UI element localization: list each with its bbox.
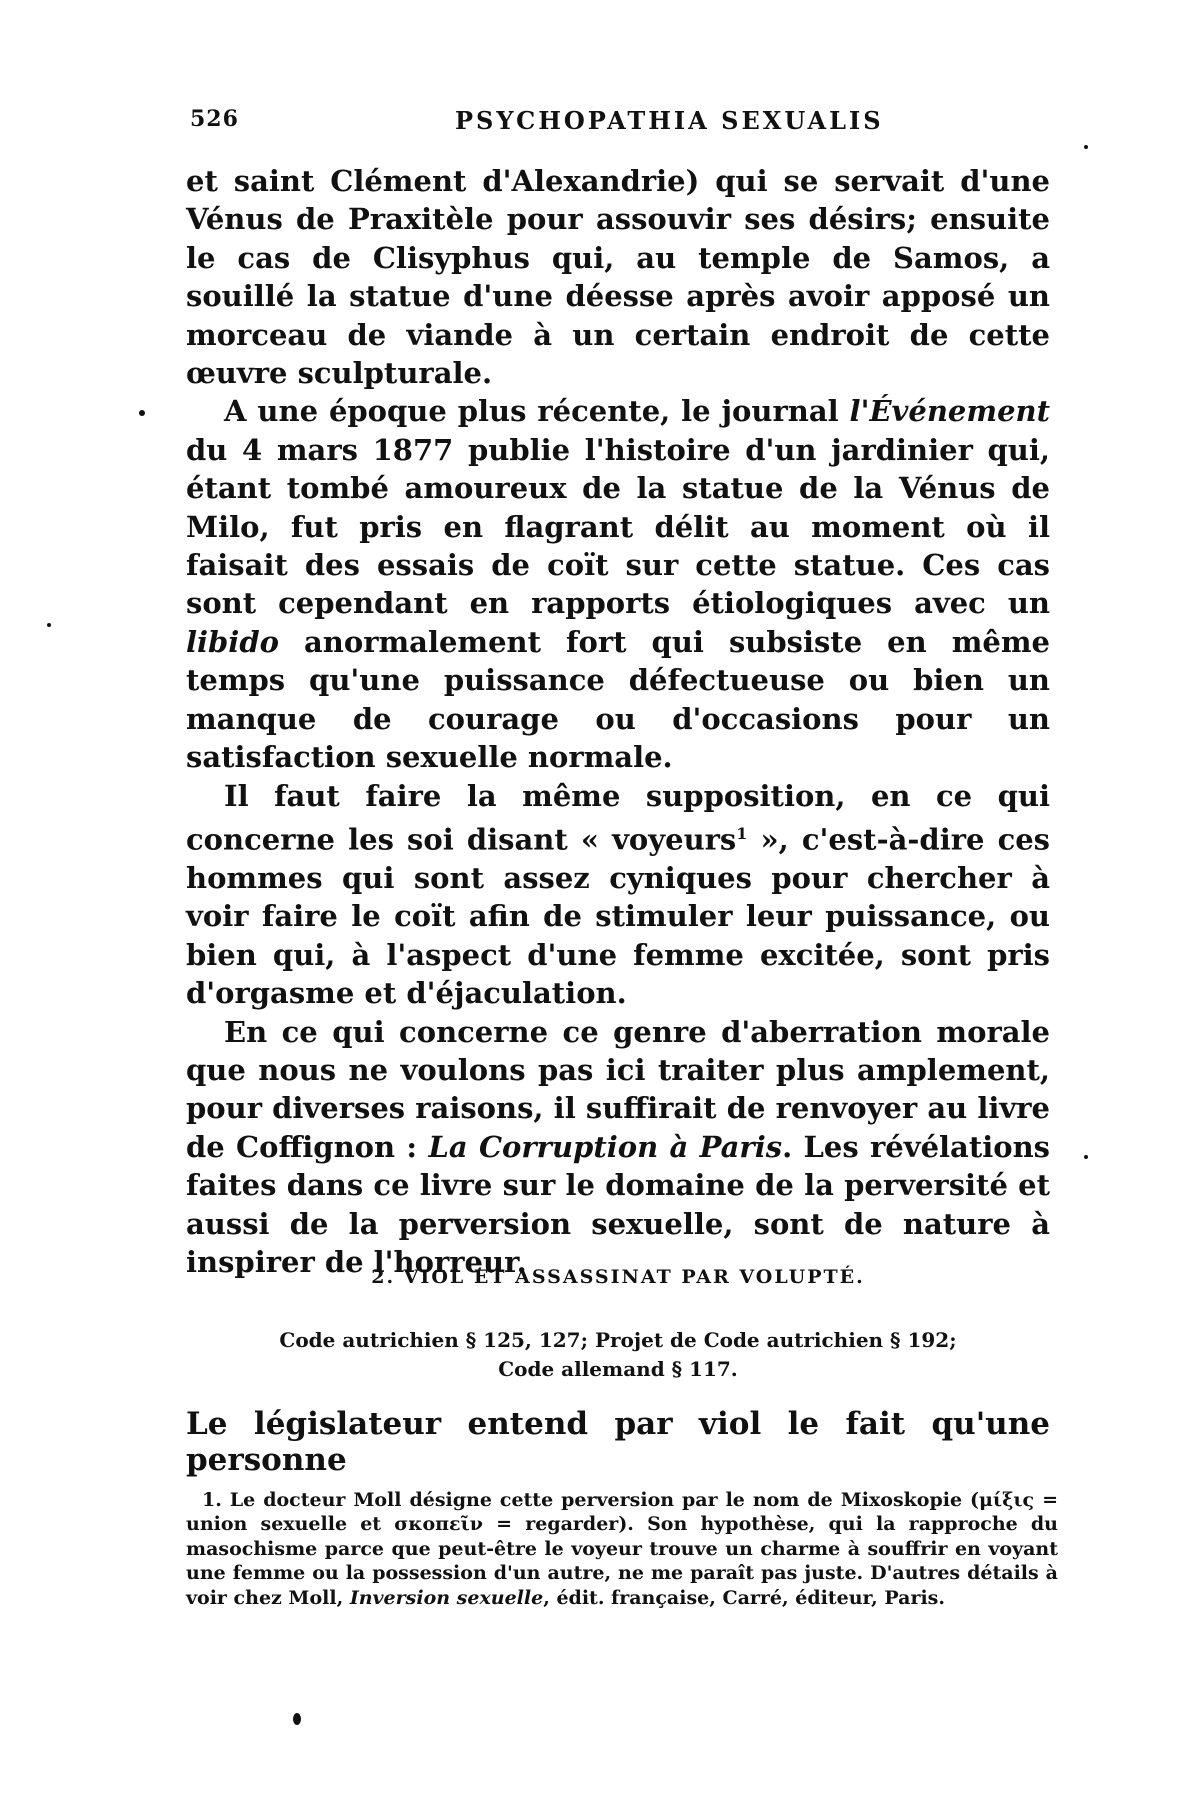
paragraph-text: du 4 mars 1877 publie l'histoire d'un jardinier qui, étant tombé amoureux de la statue de la Vénus de Milo, fut pris en flagrant délit au moment où il faisait des essais de coït sur cette statue. Ces cas sont cependant en rapports étiologiques avec un <box>186 432 1050 621</box>
code-reference-line-2: Code allemand § 117. <box>498 1357 738 1381</box>
page-number: 526 <box>190 106 239 132</box>
paragraph-3 <box>186 777 1050 1013</box>
section-opening-line: Le législateur entend par viol le fait qu'une personne <box>186 1406 1050 1478</box>
code-reference-line-1: Code autrichien § 125, 127; Projet de Code autrichien § 192; <box>279 1328 957 1352</box>
paragraph-text: En ce qui concerne ce genre d'aberration morale que nous ne voulons pas ici traiter plus amplement, pour diverses raisons, il suffirait de renvoyer au livre de Coffignon : <box>186 1014 1050 1164</box>
footnote-text <box>186 1488 1058 1610</box>
section-title: 2. VIOL ET ASSASSINAT PAR VOLUPTÉ. <box>371 1266 865 1288</box>
paragraph-text: A une époque plus récente, le journal <box>224 394 850 429</box>
scan-speck <box>139 410 145 416</box>
paragraph-text: . Les révélations faites dans ce livre sur le domaine de la perversité et aussi de la perversion sexuelle, sont de nature à inspirer de l'horreur. <box>186 1129 1050 1280</box>
italic-term: libido <box>186 624 279 659</box>
section-heading-block <box>186 1266 1050 1384</box>
paragraph-text: anormalement fort qui subsiste en même temps qu'une puissance défectueuse ou bien un manque de courage ou d'occasions pour un satisfaction sexuelle normale. <box>186 624 1050 775</box>
page-header <box>190 106 1060 146</box>
running-title: PSYCHOPATHIA SEXUALIS <box>455 106 884 135</box>
footnote-part: 1. Le docteur Moll désigne cette perversion par le nom de Mixoskopie (μίξις = union sexuelle et σκοπεῖν = regarder). Son hypothèse, qui la rapproche du masochisme parce que peut-être le voyeur trouve un charme à souffrir en voyant une femme ou la possession d'un autre, ne me paraît pas juste. D'autres détails à voir chez Moll, <box>186 1489 1058 1609</box>
paragraph-2 <box>186 392 1050 776</box>
footnote-marker: 1 <box>736 823 748 843</box>
scan-speck <box>1084 1155 1088 1159</box>
scan-speck <box>47 623 51 627</box>
paragraph-text: », c'est-à-dire ces hommes qui sont assez cyniques pour chercher à voir faire le coït afin de stimuler leur puissance, ou bien qui, à l'aspect d'une femme excitée, sont pris d'orgasme et d'éjaculation. <box>186 822 1050 1011</box>
footnote <box>186 1488 1058 1610</box>
newspaper-title: l'Événement <box>849 394 1050 429</box>
paragraph-4 <box>186 1013 1050 1282</box>
scan-speck <box>1084 145 1088 149</box>
book-title: La Corruption à Paris <box>428 1129 783 1164</box>
footnote-part: , édit. française, Carré, éditeur, Paris. <box>543 1586 945 1609</box>
body-text <box>186 162 1050 1281</box>
paragraph-1 <box>186 162 1050 392</box>
scan-speck <box>293 1713 301 1725</box>
paragraph-text: et saint Clément d'Alexandrie) qui se servait d'une Vénus de Praxitèle pour assouvir ses désirs; ensuite le cas de Clisyphus qui, au temple de Samos, a souillé la statue d'une déesse après avoir apposé un morceau de viande à un certain endroit de cette œuvre sculpturale. <box>186 164 1050 391</box>
paragraph-text: Il faut faire la même supposition, en ce qui concerne les soi disant « voyeurs <box>186 778 1050 857</box>
cited-work-title: Inversion sexuelle <box>349 1586 544 1609</box>
